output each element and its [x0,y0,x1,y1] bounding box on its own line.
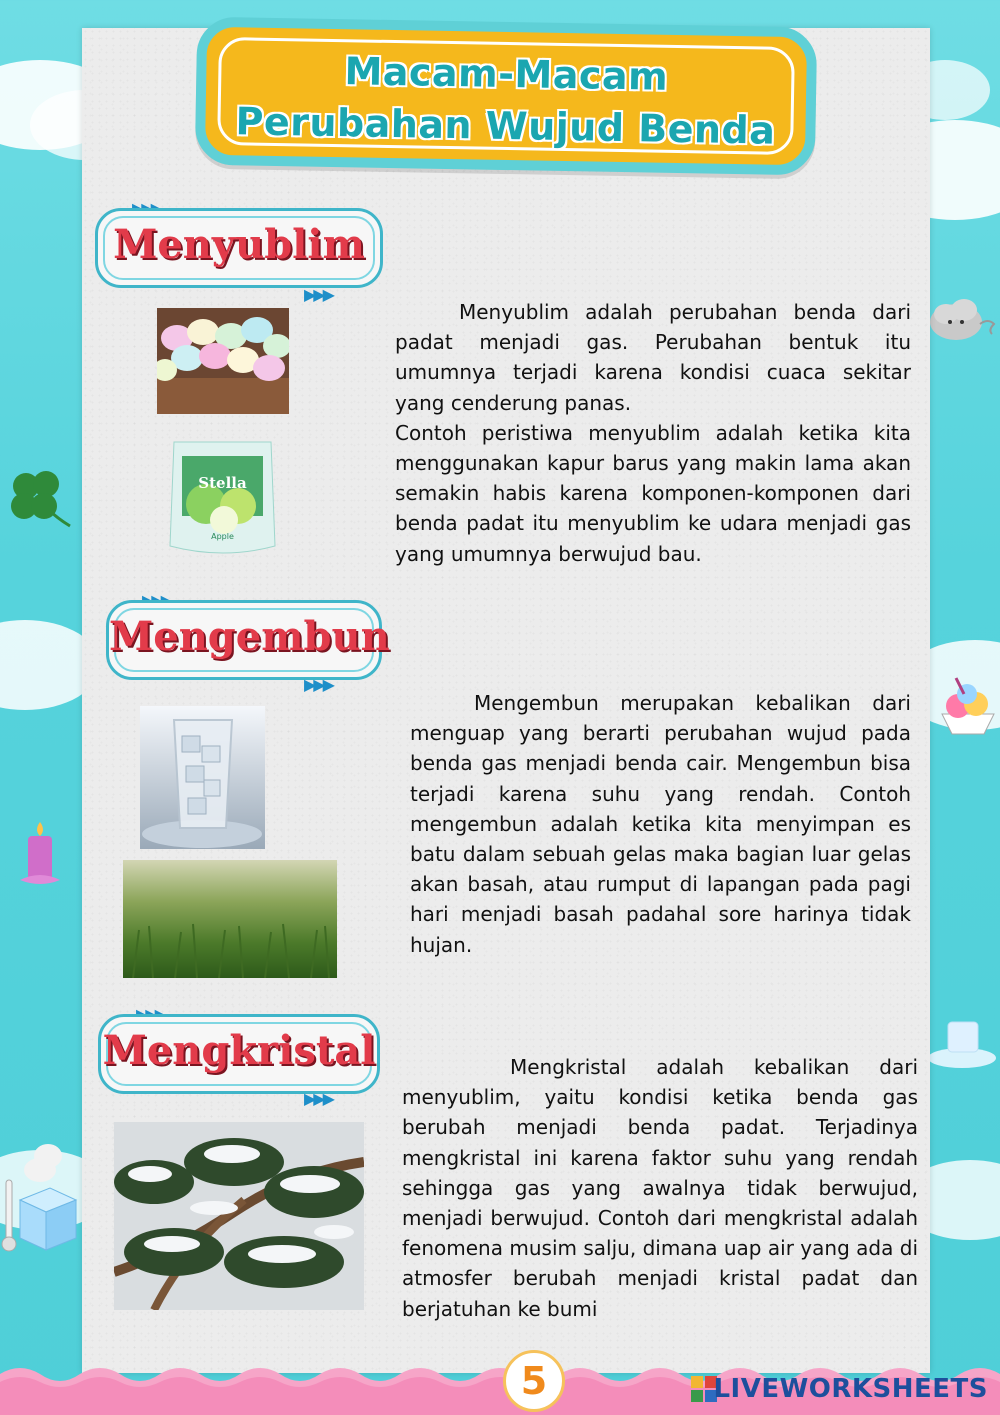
liveworksheets-brand[interactable]: LIVEWORKSHEETS [713,1374,988,1404]
package-variant: Apple [211,532,234,541]
mothball-photo [157,308,289,414]
snowy-tree-photo [114,1122,364,1310]
page-number-badge [503,1350,565,1412]
package-brand: Stella [198,474,247,492]
paragraph-text: Mengembun merupakan kebalikan dari menguap yang berarti perubahan wujud pada benda gas menjadi benda cair. Mengembun bisa terjadi karena suhu yang rendah. Contoh mengembun adalah ketika kita menyimpan es batu dalam sebuah gelas maka bagian luar gelas akan basah, atau rumput di lapangan pada pagi hari menjadi basah padahal sore harinya tidak hujan. [410,691,911,957]
paragraph-text: Menyublim adalah perubahan benda dari padat menjadi gas. Perubahan bentuk itu umumnya terjadi karena kondisi cuaca sekitar yang cenderung panas. [395,300,911,415]
paragraph-menyublim [395,297,911,569]
heading-arrows: ▶▶▶ [304,285,332,304]
heading-arrows: ▶▶▶ [304,1089,332,1108]
ice-cream-icon [936,676,1000,742]
heading-label: Menyublim [113,221,365,268]
title-line-1: Macam-Macam [344,49,669,99]
heading-label: Mengembun [109,613,390,660]
page-number: 5 [520,1359,548,1403]
ice-glass-photo [140,706,265,849]
heading-mengkristal [98,1014,380,1094]
heading-label: Mengkristal [102,1027,376,1074]
paragraph-mengkristal [402,1052,918,1324]
paragraph-text: Contoh peristiwa menyublim adalah ketika kita menggunakan kapur barus yang makin lama akan semakin habis karena komponen-komponen dari benda padat itu menyublim ke udara menjadi gas yang umumnya berwujud bau. [395,420,911,566]
dewy-grass-photo [123,860,337,978]
melting-ice-icon [922,1018,998,1072]
heading-menyublim [95,208,383,288]
paragraph-mengembun [410,688,911,960]
ice-cube-icon [0,1140,80,1260]
stella-freshener-photo [166,438,279,556]
heading-mengembun [106,600,390,680]
paragraph-text: Mengkristal adalah kebalikan dari menyublim, yaitu kondisi ketika benda gas berubah menjadi benda padat. Terjadinya mengkristal ini karena faktor suhu yang rendah sehingga gas yang awalnya tidak berwujud, menjadi berwujud. Contoh dari mengkristal adalah fenomena musim salju, dimana uap air yang ada di atmosfer berubah menjadi kristal padat dan berjatuhan ke bumi [402,1055,918,1321]
candle-icon [10,820,70,890]
clover-icon [4,462,74,532]
title-banner [195,17,817,176]
cloud-character-icon [928,292,998,352]
heading-arrows: ▶▶▶ [304,675,332,694]
title-line-2: Perubahan Wujud Benda [235,99,776,153]
